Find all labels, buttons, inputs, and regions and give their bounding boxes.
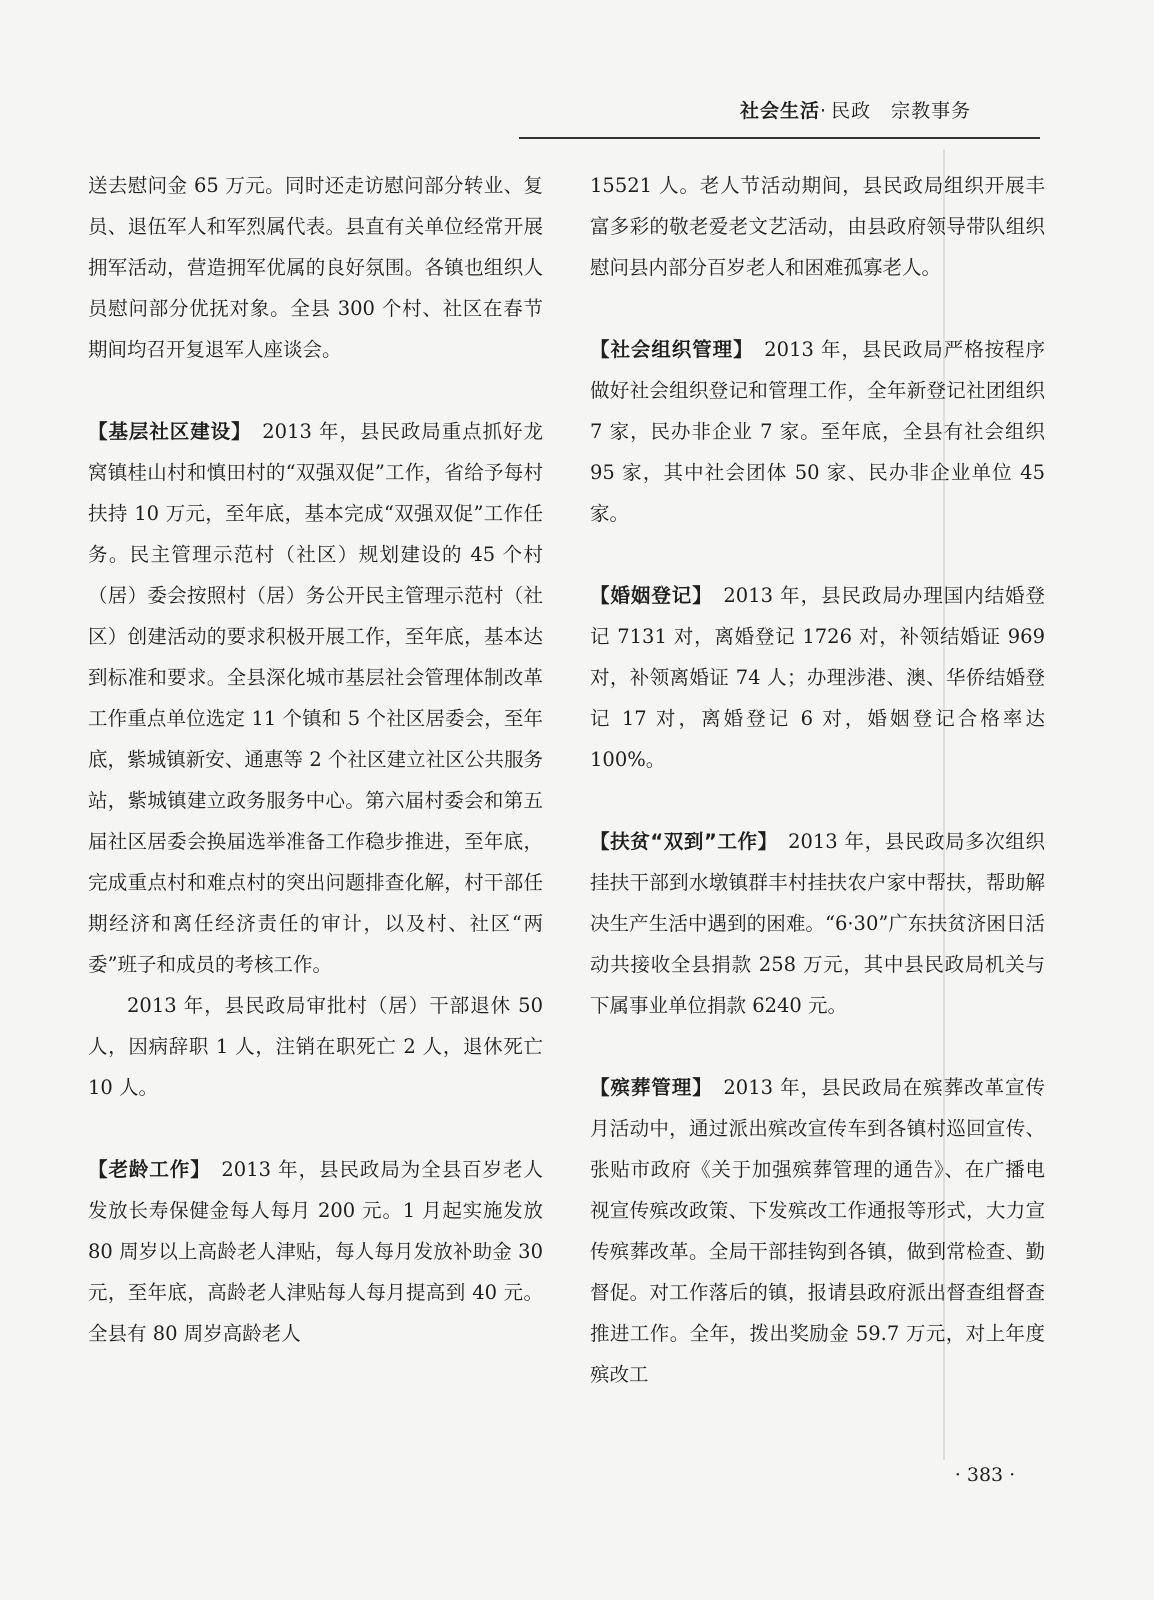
running-header xyxy=(740,96,1040,123)
paragraph-veterans xyxy=(88,165,543,370)
paragraph-text: 2013 年，县民政局在殡葬改革宣传月活动中，通过派出殡改宣传车到各镇村巡回宣传、张贴市政府《关于加强殡葬管理的通告》、在广播电视宣传殡改政策、下发殡改工作通报等形式，大力宣传殡葬改革。全局干部挂钩到各镇，做到常检查、勤督促。对工作落后的镇，报请县政府派出督查组督查推进工作。全年，拨出奖励金 59.7 万元，对上年度殡改工 xyxy=(590,1076,1045,1386)
paragraph-social-organizations xyxy=(590,329,1045,534)
section-heading: 【老龄工作】 xyxy=(88,1158,201,1181)
paragraph-funeral-management xyxy=(590,1067,1045,1395)
paragraph-community-building xyxy=(88,411,543,985)
paragraph-text: 15521 人。老人节活动期间，县民政局组织开展丰富多彩的敬老爱老文艺活动，由县政府领导带队组织慰问县内部分百岁老人和困难孤寡老人。 xyxy=(590,174,1045,279)
header-rule xyxy=(519,137,1040,139)
page-number: · 383 · xyxy=(954,1464,1016,1486)
left-column xyxy=(88,165,543,1354)
section-heading: 【婚姻登记】 xyxy=(590,584,703,607)
paragraph-text: 2013 年，县民政局严格按程序做好社会组织登记和管理工作，全年新登记社团组织 7 家，民办非企业 7 家。至年底，全县有社会组织 95 家，其中社会团体 50 家、民办非企业单位 45 家。 xyxy=(590,338,1045,525)
right-column xyxy=(590,165,1045,1395)
paragraph-text: 2013 年，县民政局审批村（居）干部退休 50 人，因病辞职 1 人，注销在职死亡 2 人，退休死亡 10 人。 xyxy=(88,994,543,1099)
paragraph-text: 2013 年，县民政局为全县百岁老人发放长寿保健金每人每月 200 元。1 月起实施发放 80 周岁以上高龄老人津贴，每人每月发放补助金 30 元，至年底，高龄老人津贴每人每月提高到 40 元。全县有 80 周岁高龄老人 xyxy=(88,1158,543,1345)
header-subsection: 民政 宗教事务 xyxy=(831,100,972,122)
header-separator: · xyxy=(820,100,828,122)
paragraph-elderly-continued xyxy=(590,165,1045,288)
paragraph-cadre-retirement xyxy=(88,985,543,1108)
paragraph-text: 2013 年，县民政局多次组织挂扶干部到水墩镇群丰村挂扶农户家中帮扶，帮助解决生产生活中遇到的困难。“6·30”广东扶贫济困日活动共接收全县捐款 258 万元，其中县民政局机关与下属事业单位捐款 6240 元。 xyxy=(590,830,1045,1017)
paragraph-text: 2013 年，县民政局办理国内结婚登记 7131 对，离婚登记 1726 对，补领结婚证 969 对，补领离婚证 74 人；办理涉港、澳、华侨结婚登记 17 对，离婚登记 6 对，婚姻登记合格率达 100%。 xyxy=(590,584,1045,771)
paragraph-elderly-work xyxy=(88,1149,543,1354)
section-heading: 【扶贫“双到”工作】 xyxy=(590,830,768,853)
paragraph-text: 2013 年，县民政局重点抓好龙窝镇桂山村和慎田村的“双强双促”工作，省给予每村扶持 10 万元，至年底，基本完成“双强双促”工作任务。民主管理示范村（社区）规划建设的 45 个村（居）委会按照村（居）务公开民主管理示范村（社区）创建活动的要求积极开展工作，至年底，基本达到标准和要求。全县深化城市基层社会管理体制改革工作重点单位选定 11 个镇和 5 个社区居委会，至年底，紫城镇新安、通惠等 2 个社区建立社区公共服务站，紫城镇建立政务服务中心。第六届村委会和第五届社区居委会换届选举准备工作稳步推进，至年底，完成重点村和难点村的突出问题排查化解，村干部任期经济和离任经济责任的审计，以及村、社区“两委”班子和成员的考核工作。 xyxy=(88,420,543,976)
paragraph-text: 送去慰问金 65 万元。同时还走访慰问部分转业、复员、退伍军人和军烈属代表。县直有关单位经常开展拥军活动，营造拥军优属的良好氛围。各镇也组织人员慰问部分优抚对象。全县 300 个村、社区在春节期间均召开复退军人座谈会。 xyxy=(88,174,543,361)
section-heading: 【殡葬管理】 xyxy=(590,1076,703,1099)
section-heading: 【社会组织管理】 xyxy=(590,338,744,361)
paragraph-poverty-alleviation xyxy=(590,821,1045,1026)
paragraph-marriage-registration xyxy=(590,575,1045,780)
header-section: 社会生活 xyxy=(740,100,821,122)
section-heading: 【基层社区建设】 xyxy=(88,420,242,443)
